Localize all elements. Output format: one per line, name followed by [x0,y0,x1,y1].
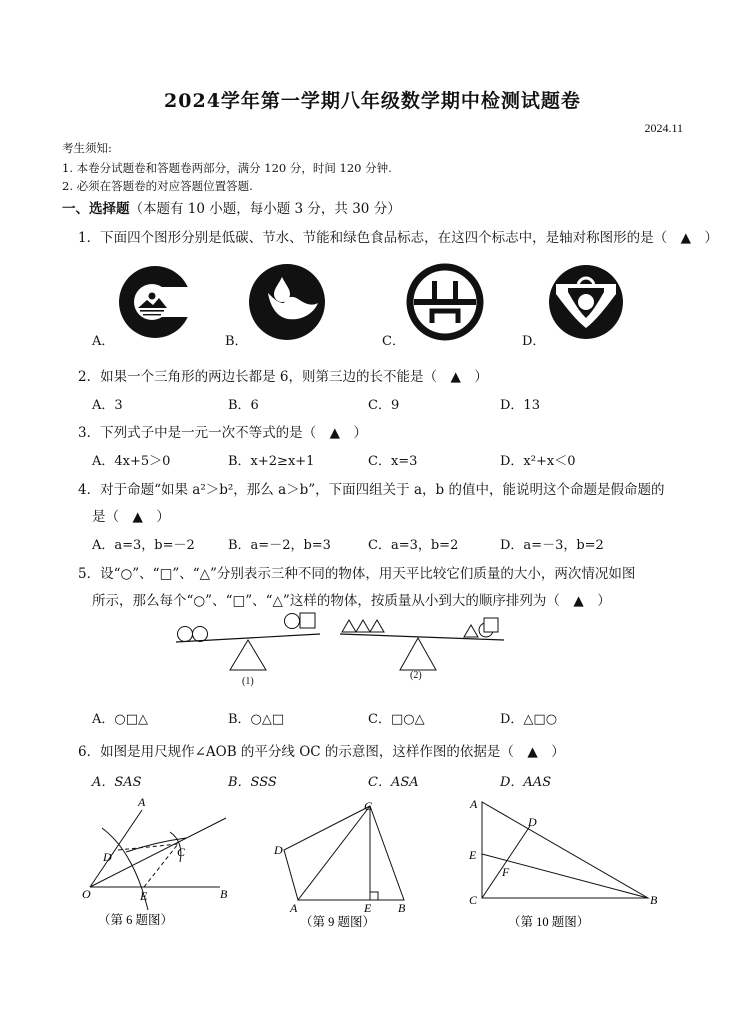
q4-option-c[interactable]: C．a=3，b=2 [368,538,459,553]
question-stem: 如图是用尺规作∠AOB 的平分线 OC 的示意图，这样作图的依据是（ ▲ ） [100,744,565,760]
fig6-point-o: O [82,887,91,901]
q6-option-d[interactable]: D．AAS [500,775,552,790]
fig9-point-c: C [364,799,373,813]
q6-option-b[interactable]: B．SSS [228,775,277,790]
notice-line-1: 1. 本卷分试题卷和答题卷两部分，满分 120 分，时间 120 分钟. [62,161,392,175]
question-number: 3． [78,425,101,441]
q1-option-a[interactable]: A． [92,334,115,349]
q4-option-a[interactable]: A．a=3，b=－2 [92,538,195,553]
question-3 [78,421,367,441]
q2-option-b[interactable]: B．6 [228,398,259,413]
question-2 [78,365,488,385]
question-number: 6． [78,744,101,760]
fig6-point-c: C [177,845,186,859]
question-stem: 对于命题“如果 a²＞b²，那么 a＞b”，下面四组关于 a，b 的值中，能说明这个命题是假命题的 [100,482,665,498]
fig6-point-d: D [103,850,112,864]
q5-option-d[interactable]: D．△□○ [500,712,558,727]
balance-label-2: (2) [410,670,422,681]
exam-date: 2024.11 [644,121,683,135]
fig9-point-d: D [274,843,283,857]
fig10-caption: （第 10 题图） [508,915,590,929]
fig10-point-b: B [650,893,658,907]
q1-option-b[interactable]: B． [225,334,248,349]
q3-option-a[interactable]: A．4x+5＞0 [92,454,171,469]
q3-option-d[interactable]: D．x²+x＜0 [500,454,576,469]
question-4 [78,478,664,498]
fig10-point-a: A [470,797,478,811]
energy-saving-logo [406,263,484,341]
balance-figure-1 [168,608,328,688]
fig6-point-a: A [138,795,146,809]
low-carbon-logo [118,265,192,339]
section-heading [62,197,401,217]
figure-q10 [464,796,664,934]
question-5-line-2: 所示，那么每个“○”、“□”、“△”这样的物体，按质量从小到大的顺序排列为（ ▲ ） [92,593,611,609]
question-number: 5． [78,566,101,582]
section-title: 一、选择题 [62,201,130,217]
fig6-point-e: E [140,889,148,903]
q3-option-b[interactable]: B．x+2≥x+1 [228,454,315,469]
fig6-point-b: B [220,887,228,901]
fig10-point-d: D [528,815,537,829]
green-food-logo [548,264,624,340]
water-saving-logo [248,263,326,341]
question-4-line-2: 是（ ▲ ） [92,509,170,525]
q2-option-c[interactable]: C．9 [368,398,400,413]
q5-option-c[interactable]: C．□○△ [368,712,425,727]
fig9-caption: （第 9 题图） [300,915,376,929]
notice-line-2: 2. 必须在答题卷的对应答题位置答题. [62,179,253,193]
fig10-point-f: F [502,865,510,879]
question-6 [78,740,565,760]
question-5 [78,562,635,582]
question-stem: 下列式子中是一元一次不等式的是（ ▲ ） [100,425,367,441]
paper-title: 2024学年第一学期八年级数学期中检测试题卷 [164,90,581,112]
question-number: 1． [78,230,101,246]
q2-option-d[interactable]: D．13 [500,398,540,413]
balance-figure-2 [334,608,510,688]
q5-option-b[interactable]: B．○△□ [228,712,285,727]
notice-heading: 考生须知: [62,141,112,155]
q4-option-d[interactable]: D．a=－3，b=2 [500,538,604,553]
fig6-caption: （第 6 题图） [98,913,174,927]
fig9-point-e: E [364,901,372,915]
section-desc: （本题有 10 小题，每小题 3 分，共 30 分） [129,201,401,217]
figure-q9 [270,796,420,934]
fig10-point-c: C [469,893,478,907]
question-stem: 如果一个三角形的两边长都是 6，则第三边的长不能是（ ▲ ） [100,369,488,385]
fig9-point-b: B [398,901,406,915]
question-1 [78,226,718,246]
figure-q6 [76,792,238,932]
question-stem: 下面四个图形分别是低碳、节水、节能和绿色食品标志，在这四个标志中，是轴对称图形的是（ ▲ ） [100,230,718,246]
fig9-point-a: A [290,901,298,915]
fig10-point-e: E [469,848,477,862]
q4-option-b[interactable]: B．a=－2，b=3 [228,538,331,553]
q3-option-c[interactable]: C．x=3 [368,454,418,469]
question-stem: 设“○”、“□”、“△”分别表示三种不同的物体，用天平比较它们质量的大小，两次情况如图 [100,566,636,582]
q1-option-d[interactable]: D． [522,334,546,349]
q2-option-a[interactable]: A．3 [92,398,123,413]
question-number: 4． [78,482,101,498]
q1-option-c[interactable]: C． [382,334,405,349]
q5-option-a[interactable]: A．○□△ [92,712,149,727]
q6-option-c[interactable]: C．ASA [368,775,419,790]
balance-label-1: (1) [242,676,254,687]
q6-option-a[interactable]: A．SAS [92,775,142,790]
question-number: 2． [78,369,101,385]
